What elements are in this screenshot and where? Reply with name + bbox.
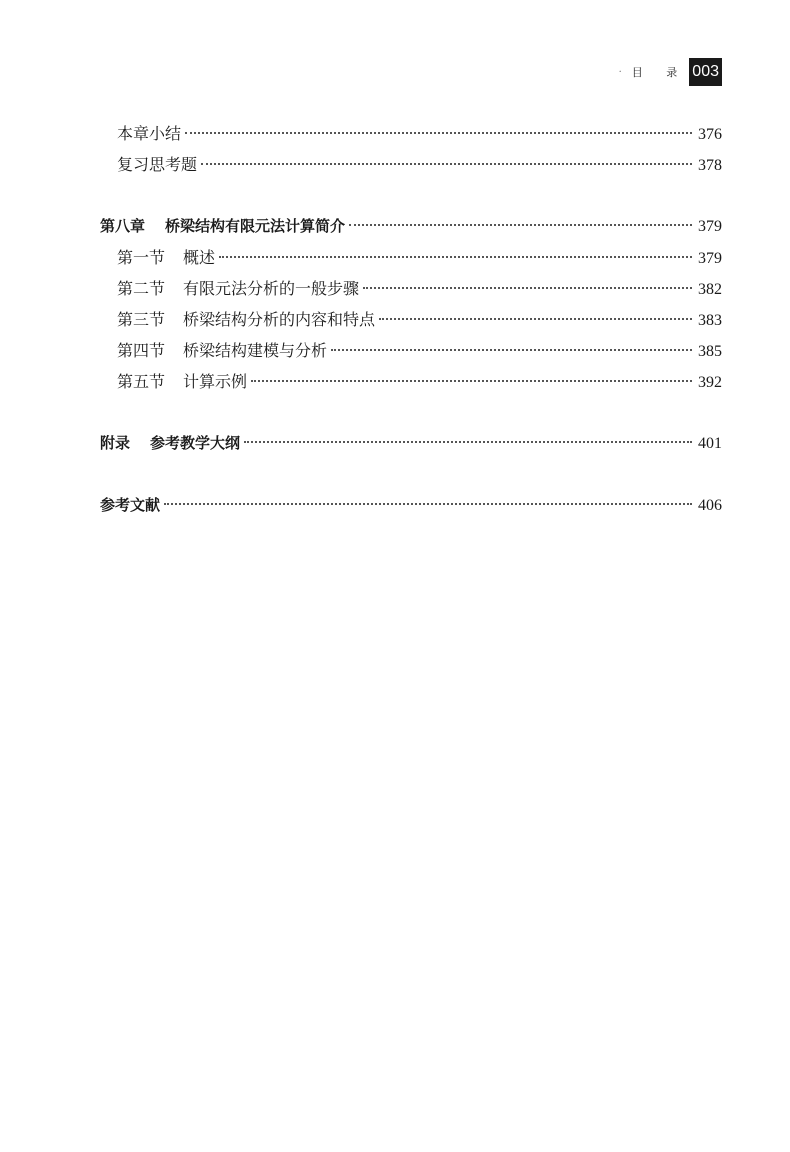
section-number: 第三节 (117, 310, 166, 329)
section-number: 第四节 (117, 341, 166, 360)
dot-leader (201, 163, 692, 165)
section-title: 计算示例 (183, 372, 248, 391)
toc-entry-page: 383 (698, 312, 722, 329)
dot-leader (244, 441, 692, 443)
table-of-contents (100, 118, 722, 521)
chapter-number: 第八章 (100, 217, 146, 235)
toc-entry-page: 401 (698, 435, 722, 452)
dot-leader (219, 256, 692, 258)
references-title: 参考文献 (100, 496, 161, 514)
section-number: 第五节 (117, 372, 166, 391)
toc-entry-label: 复习思考题 (117, 155, 198, 174)
toc-references[interactable] (100, 490, 722, 521)
appendix-number: 附录 (100, 434, 131, 452)
section-number: 第二节 (117, 279, 166, 298)
dot-leader (363, 287, 692, 289)
toc-entry-page: 382 (698, 281, 722, 298)
section-title: 概述 (183, 248, 216, 267)
toc-entry-review[interactable] (100, 149, 722, 180)
toc-entry-page: 385 (698, 343, 722, 360)
dot-leader (331, 349, 692, 351)
dot-leader (379, 318, 692, 320)
toc-section-4[interactable] (100, 335, 722, 366)
header-title: 目 录 (631, 66, 688, 79)
appendix-title: 参考教学大纲 (150, 434, 241, 452)
toc-section-3[interactable] (100, 304, 722, 335)
toc-entry-page: 379 (698, 218, 722, 235)
dot-leader (164, 503, 692, 505)
header-dot: · (618, 66, 622, 78)
spacer (100, 397, 722, 428)
section-title: 桥梁结构建模与分析 (183, 341, 328, 360)
toc-chapter-8[interactable] (100, 211, 722, 242)
toc-section-2[interactable] (100, 273, 722, 304)
toc-section-5[interactable] (100, 366, 722, 397)
spacer (100, 459, 722, 490)
section-title: 有限元法分析的一般步骤 (183, 279, 360, 298)
toc-entry-summary[interactable] (100, 118, 722, 149)
toc-section-1[interactable] (100, 242, 722, 273)
toc-appendix[interactable] (100, 428, 722, 459)
dot-leader (185, 132, 692, 134)
toc-entry-label: 本章小结 (117, 124, 182, 143)
section-number: 第一节 (117, 248, 166, 267)
toc-entry-page: 406 (698, 497, 722, 514)
toc-entry-page: 378 (698, 157, 722, 174)
page-header (619, 58, 722, 86)
toc-entry-page: 376 (698, 126, 722, 143)
header-page-number: 003 (689, 58, 722, 86)
spacer (100, 180, 722, 211)
chapter-title: 桥梁结构有限元法计算简介 (165, 217, 346, 235)
toc-entry-page: 392 (698, 374, 722, 391)
dot-leader (349, 224, 692, 226)
section-title: 桥梁结构分析的内容和特点 (183, 310, 376, 329)
toc-entry-page: 379 (698, 250, 722, 267)
dot-leader (251, 380, 692, 382)
